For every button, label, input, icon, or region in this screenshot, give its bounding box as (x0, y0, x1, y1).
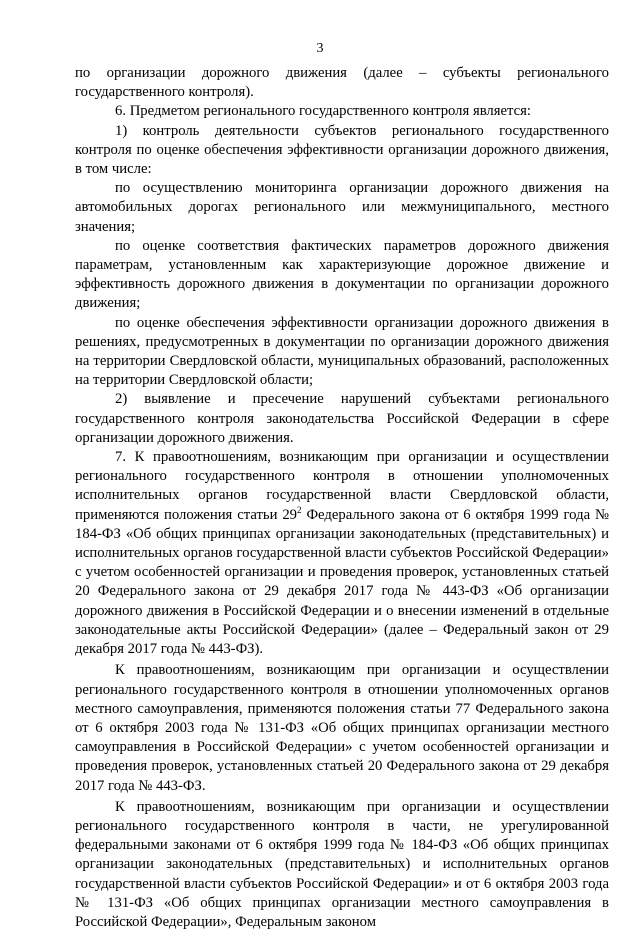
paragraph-subitem-2: 2) выявление и пресечение нарушений субъектами регионального государственного контроля законодательства Российской Федерации в сфере организации дорожного движения. (75, 391, 609, 446)
paragraph-unregulated: К правоотношениям, возникающим при организации и осуществлении регионального государственного контроля в части, не урегулированной федеральными законами от 6 октября 1999 года № 184-ФЗ «Об общих принципах организации законодательных (представительных) и исполнительных органов государственной власти субъектов Российской Федерации» и от 6 октября 2003 года № 131-ФЗ «Об общих принципах организации местного самоуправления в Российской Федерации», Федеральным законом (75, 798, 609, 930)
paragraph-subitem-1: 1) контроль деятельности субъектов регионального государственного контроля по оценке обеспечения эффективности организации дорожного движения, в том числе: (75, 122, 609, 178)
document-body (75, 64, 609, 932)
article-superscript: 2 (297, 504, 302, 515)
paragraph-item-6: 6. Предметом регионального государственного контроля является: (115, 103, 531, 120)
paragraph-efficiency: по оценке обеспечения эффективности организации дорожного движения в решениях, предусмотренных в документации по организации дорожного движения на территории Свердловской области, муниципальных образований, расположенных на территории Свердловской области; (75, 314, 609, 389)
item-7-text-start: 7. К правоотношениям, возникающим при организации и осуществлении регионального государственного контроля в отношении уполномоченных исполнительных органов государственной власти Свердловской области, применяются положения статьи 29 (75, 449, 609, 523)
item-7-text-end: Федерального закона от 6 октября 1999 года № 184-ФЗ «Об общих принципах организации законодательных (представительных) и исполнительных органов государственной власти субъектов Российской Федерации» с учетом особенностей организации и проведения проверок, установленных статьей 20 Федерального закона от 29 декабря 2017 года № 443-ФЗ «Об организации дорожного движения в Российской Федерации и о внесении изменений в отдельные законодательные акты Российской Федерации» (далее – Федеральный закон от 29 декабря 2017 года № 443-ФЗ). (75, 506, 610, 658)
paragraph-local-government: К правоотношениям, возникающим при организации и осуществлении регионального государственного контроля в отношении уполномоченных органов местного самоуправления, применяются положения статьи 77 Федерального закона от 6 октября 2003 года № 131-ФЗ «Об общих принципах организации местного самоуправления в Российской Федерации» с учетом особенностей организации и проведения проверок, установленных статьей 20 Федерального закона от 29 декабря 2017 года № 443-ФЗ. (75, 662, 609, 794)
page-number: 3 (316, 41, 324, 56)
paragraph-monitoring: по осуществлению мониторинга организации дорожного движения на автомобильных дорогах регионального или межмуниципального, местного значения; (75, 180, 609, 235)
paragraph-parameters: по оценке соответствия фактических параметров дорожного движения параметрам, установленным как характеризующие дорожное движение и эффективность дорожного движения в документации по организации дорожного движения; (75, 237, 609, 312)
paragraph-continuation: по организации дорожного движения (далее – субъекты регионального государственного контроля). (75, 65, 609, 101)
paragraph-item-7 (75, 448, 609, 659)
